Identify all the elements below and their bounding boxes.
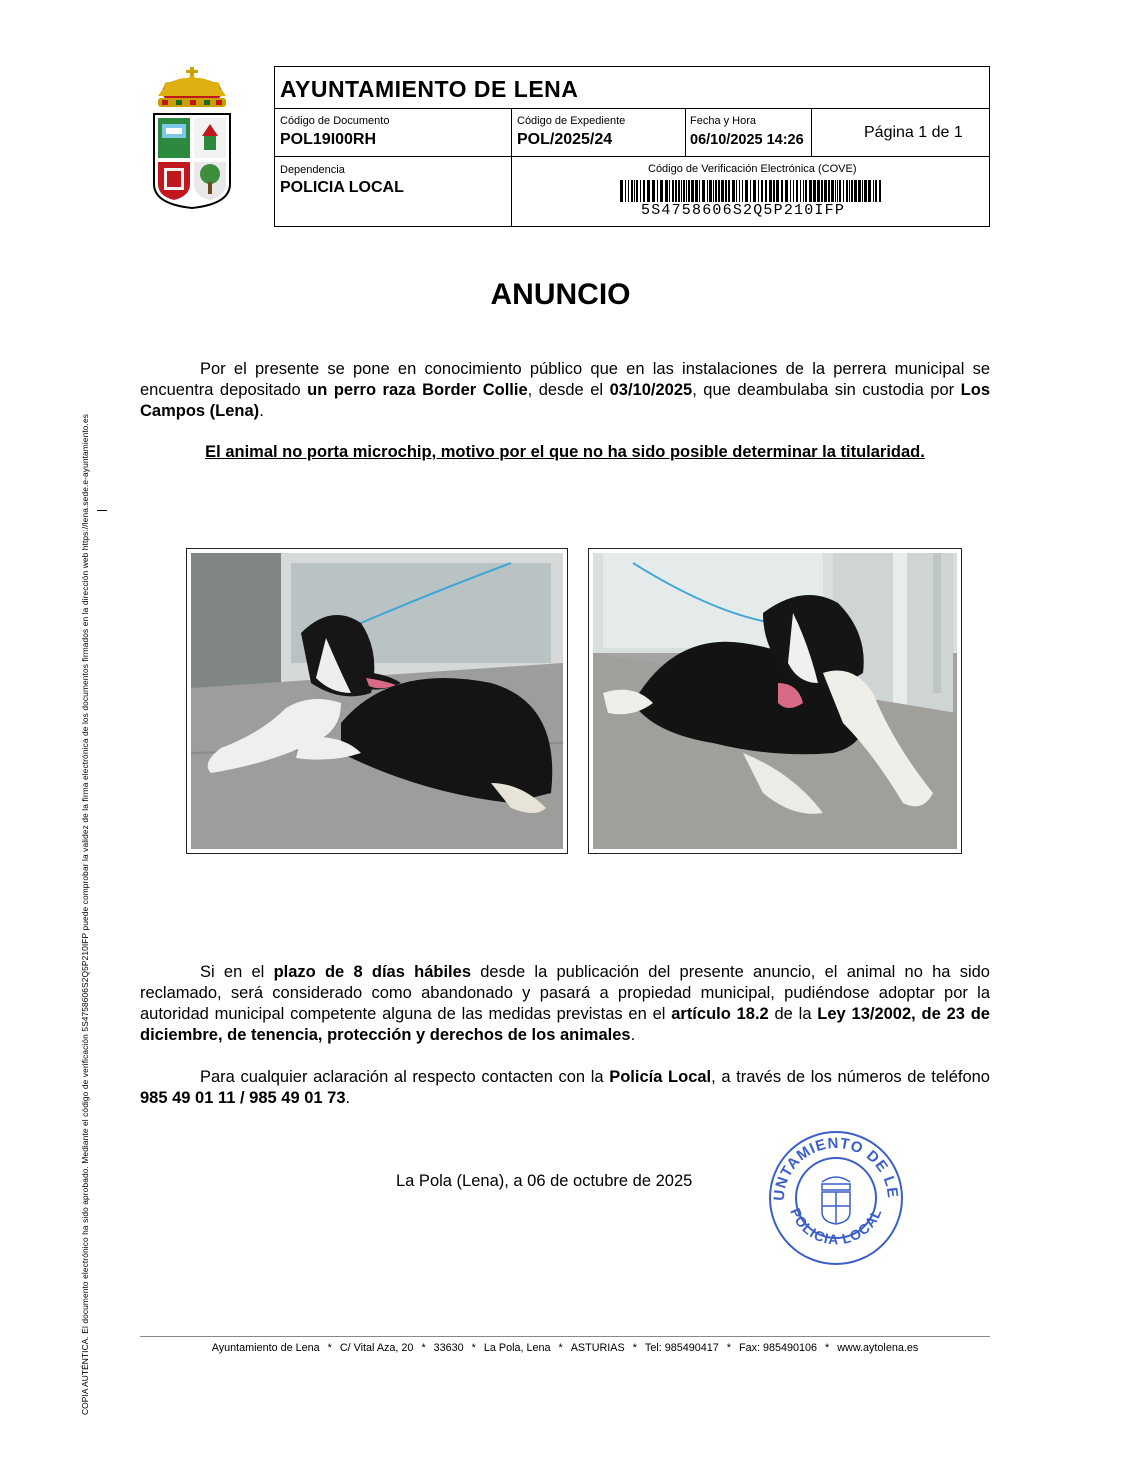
footer-tel: Tel: 985490417 <box>644 1342 719 1354</box>
p1-text-1: Por el presente se pone en conocimiento público que en las instalaciones de la perrera municipal se encuentra depositado <box>140 360 990 399</box>
paragraph-deposit <box>140 359 990 422</box>
cove-barcode <box>620 180 882 202</box>
organization-name: AYUNTAMIENTO DE LENA <box>280 76 579 102</box>
p1-text-4: . <box>259 402 264 420</box>
paragraph-contact <box>140 1067 990 1109</box>
cove-value: 5S4758606S2Q5P210IFP <box>641 202 846 219</box>
footer-region: ASTURIAS <box>570 1342 625 1354</box>
p3-police: Policía Local <box>609 1068 712 1086</box>
p2-deadline: plazo de 8 días hábiles <box>273 963 471 981</box>
p1-text-2: , desde el <box>527 381 610 399</box>
side-verification-note: COPIA AUTÉNTICA. El documento electrónico ha sido aprobado. Mediante el código de verificación 5S4758606S2Q5P210IFP puede comprobar la validez de la firma electrónica de los documentos firmados en la dirección web https://lena.sede.e-ayuntamiento.es <box>80 414 90 1415</box>
document-title: ANUNCIO <box>490 278 631 311</box>
datetime-label: Fecha y Hora <box>690 115 757 127</box>
dog-photo-right <box>588 548 962 854</box>
p2-law: Ley 13/2002, de 23 de diciembre, de tenencia, protección y derechos de los animales <box>140 1005 990 1044</box>
footer-web: www.aytolena.es <box>837 1342 919 1354</box>
official-stamp <box>760 1126 912 1268</box>
p1-text-3: , que deambulaba sin custodia por <box>692 381 961 399</box>
p2-text-4: . <box>630 1026 636 1044</box>
doc-code-value: POL19I00RH <box>280 131 377 148</box>
footer-city: La Pola, Lena <box>483 1342 551 1354</box>
p3-text-3: . <box>345 1089 351 1107</box>
footer-address: C/ Vital Aza, 20 <box>339 1342 414 1354</box>
cove-label: Código de Verificación Electrónica (COVE) <box>648 163 857 175</box>
stamp-bottom-text: POLICIA LOCAL <box>787 1205 885 1248</box>
file-code-label: Código de Expediente <box>517 115 626 127</box>
header-table <box>274 66 990 227</box>
p1-location: Los Campos (Lena) <box>140 381 990 420</box>
place-and-date: La Pola (Lena), a 06 de octubre de 2025 <box>396 1172 693 1190</box>
footer-divider <box>140 1336 990 1337</box>
coat-of-arms-logo <box>150 66 234 210</box>
header-row-dependency <box>275 156 989 227</box>
side-tick-mark <box>97 510 107 511</box>
datetime-value: 06/10/2025 14:26 <box>690 132 804 148</box>
page-indicator: Página 1 de 1 <box>864 124 963 141</box>
header-row-codes <box>275 108 989 157</box>
p2-article: artículo 18.2 <box>671 1005 769 1023</box>
file-code-value: POL/2025/24 <box>517 131 613 148</box>
footer: Ayuntamiento de Lena * C/ Vital Aza, 20 * 33630 * La Pola, Lena * ASTURIAS * Tel: 985490417 * Fax: 985490106 * www.aytolena.es <box>211 1342 919 1354</box>
dependency-label: Dependencia <box>280 164 345 176</box>
p2-text-2: desde la publicación del presente anuncio, el animal no ha sido reclamado, será considerado como abandonado y pasará a propiedad municipal, pudiéndose adoptar por la autoridad municipal competente alguna de las medidas previstas en el <box>140 963 990 1023</box>
p1-breed: un perro raza Border Collie <box>307 381 528 399</box>
header-row-org <box>275 67 989 109</box>
p1-date: 03/10/2025 <box>609 381 693 399</box>
p3-text-1: Para cualquier aclaración al respecto contacten con la <box>200 1068 610 1086</box>
footer-fax: Fax: 985490106 <box>738 1342 818 1354</box>
stamp-top-text: UNTAMIENTO DE LE <box>770 1134 902 1202</box>
paragraph-deadline <box>140 962 990 1046</box>
p3-text-2: , a través de los números de teléfono <box>711 1068 990 1086</box>
footer-org: Ayuntamiento de Lena <box>211 1342 320 1354</box>
footer-zip: 33630 <box>433 1342 464 1354</box>
doc-code-label: Código de Documento <box>280 115 390 127</box>
p2-text-1: Si en el <box>200 963 274 981</box>
dog-photo-left <box>186 548 568 854</box>
p3-phones: 985 49 01 11 / 985 49 01 73 <box>140 1089 346 1107</box>
p2-text-3: de la <box>768 1005 818 1023</box>
microchip-notice: El animal no porta microchip, motivo por el que no ha sido posible determinar la titularidad. <box>205 443 925 461</box>
dependency-value: POLICIA LOCAL <box>280 179 404 196</box>
